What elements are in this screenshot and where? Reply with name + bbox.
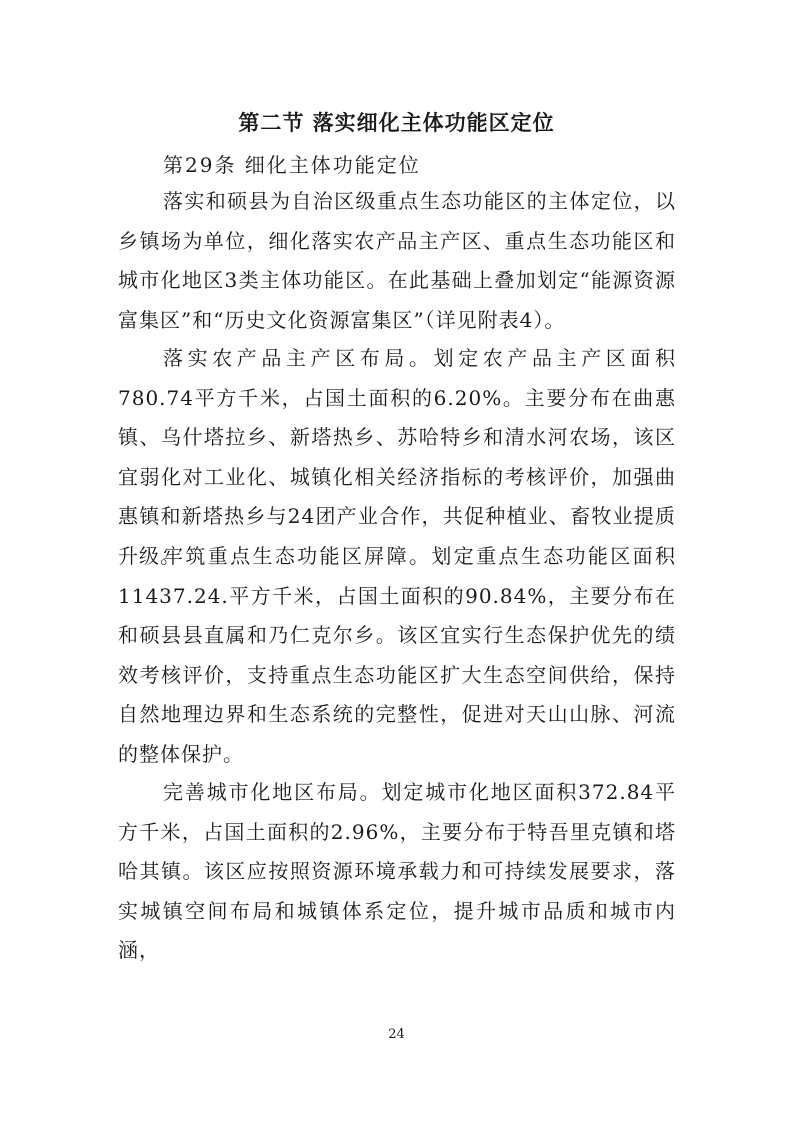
paragraph-urbanization-zone: 完善城市化地区布局。划定城市化地区面积372.84平方千米，占国土面积的2.96%，主要分布于特吾里克镇和塔哈其镇。该区应按照资源环境承载力和可持续发展要求，落实城镇空间布局和城镇体系定位，提升城市品质和城市内涵，: [118, 780, 676, 963]
article-title: 第29条 细化主体功能定位: [163, 153, 421, 177]
page-number: 24: [388, 1027, 405, 1042]
paragraph-main-function-positioning: 落实和硕县为自治区级重点生态功能区的主体定位，以乡镇场为单位，细化落实农产品主产区、重点生态功能区和城市化地区3类主体功能区。在此基础上叠加划定“能源资源富集区”和“历史文化资源富集区”（详见附表4）。: [118, 189, 676, 332]
section-title: 第二节 落实细化主体功能区定位: [238, 111, 555, 135]
paragraph-ecological-zone: 牢筑重点生态功能区屏障。划定重点生态功能区面积11437.24.平方千米，占国土面积的90.84%，主要分布在和硕县县直属和乃仁克尔乡。该区宜实行生态保护优先的绩效考核评价，支持重点生态功能区扩大生态空间供给，保持自然地理边界和生态系统的完整性，促进对天山山脉、河流的整体保护。: [118, 544, 676, 766]
paragraph-agricultural-zone: 落实农产品主产区布局。划定农产品主产区面积780.74平方千米，占国土面积的6.20%。主要分布在曲惠镇、乌什塔拉乡、新塔热乡、苏哈特乡和清水河农场，该区宜弱化对工业化、城镇化相关经济指标的考核评价，加强曲惠镇和新塔热乡与24团产业合作，共促种植业、畜牧业提质升级。: [118, 346, 676, 568]
